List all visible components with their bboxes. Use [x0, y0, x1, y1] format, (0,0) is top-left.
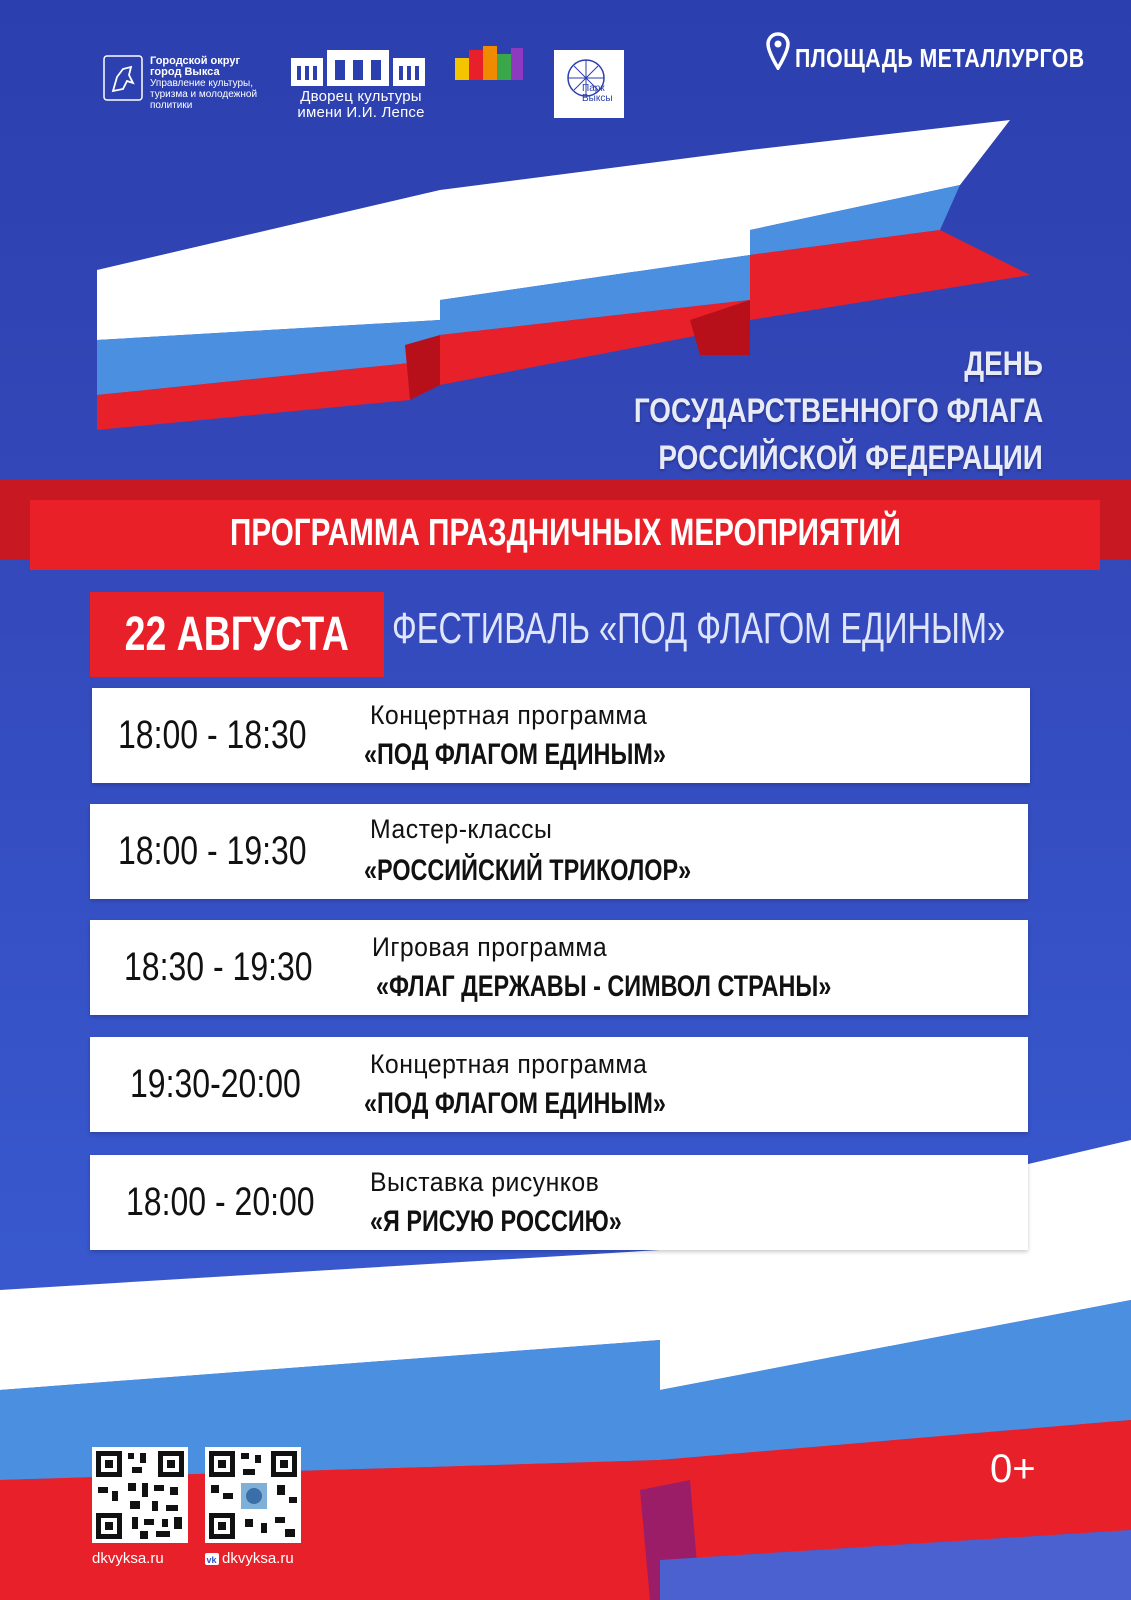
event-time: 19:30-20:00	[130, 1062, 301, 1106]
event-time: 18:00 - 20:00	[126, 1180, 315, 1224]
age-rating: 0+	[990, 1447, 1036, 1491]
event-time: 18:00 - 19:30	[118, 829, 307, 873]
title-line3: РОССИЙСКОЙ ФЕДЕРАЦИИ	[658, 439, 1043, 477]
event-type: Мастер-классы	[370, 814, 553, 844]
org-line3: Управление культуры,	[150, 78, 254, 89]
date-text: 22 АВГУСТА	[124, 608, 350, 661]
festival-title: ФЕСТИВАЛЬ «ПОД ФЛАГОМ ЕДИНЫМ»	[392, 604, 1006, 653]
location-text: ПЛОЩАДЬ МЕТАЛЛУРГОВ	[795, 43, 1085, 73]
website-link-1[interactable]: dkvyksa.ru	[92, 1550, 164, 1567]
event-time: 18:30 - 19:30	[124, 945, 313, 989]
top-flag-ribbon	[97, 120, 1030, 430]
schedule-row-4	[90, 1037, 1028, 1132]
qr-code-icon[interactable]	[92, 1447, 188, 1543]
qr-code-vk-icon[interactable]	[205, 1447, 301, 1543]
event-name: «РОССИЙСКИЙ ТРИКОЛОР»	[364, 854, 692, 887]
park-logo	[554, 50, 624, 118]
dk-line1: Дворец культуры	[300, 88, 422, 105]
vk-icon	[205, 1553, 219, 1565]
schedule-row-2	[90, 804, 1028, 899]
schedule-row-3	[90, 920, 1028, 1015]
org-logo-text	[150, 56, 257, 111]
org-line4: туризма и молодежной	[150, 89, 258, 100]
dk-logo-text	[281, 89, 441, 121]
event-name: «ПОД ФЛАГОМ ЕДИНЫМ»	[364, 738, 666, 771]
park-line2: Выксы	[582, 93, 613, 104]
map-pin-icon	[766, 32, 790, 70]
event-time: 18:00 - 18:30	[118, 713, 307, 757]
org-line5: политики	[150, 100, 193, 111]
svg-text:vk: vk	[206, 1555, 217, 1565]
event-name: «ФЛАГ ДЕРЖАВЫ - СИМВОЛ СТРАНЫ»	[376, 970, 832, 1003]
youth-logo-icon	[455, 44, 525, 84]
event-type: Концертная программа	[370, 1049, 648, 1079]
org-line2: город Выкса	[150, 66, 220, 78]
date-badge	[90, 592, 384, 677]
vyksa-coat-icon	[103, 55, 143, 101]
title-line1: ДЕНЬ	[964, 345, 1043, 383]
org-line1: Городской округ	[150, 55, 241, 67]
dk-line2: имени И.И. Лепсе	[297, 104, 425, 121]
event-type: Концертная программа	[370, 700, 648, 730]
schedule-row-1	[92, 688, 1030, 783]
dk-building-icon	[291, 48, 431, 86]
program-title: ПРОГРАММА ПРАЗДНИЧНЫХ МЕРОПРИЯТИЙ	[230, 512, 901, 554]
schedule-row-5	[90, 1155, 1028, 1250]
park-line1: Парк	[582, 83, 605, 94]
event-type: Игровая программа	[372, 932, 608, 962]
event-type: Выставка рисунков	[370, 1167, 600, 1197]
website-link-2[interactable]: dkvyksa.ru	[222, 1550, 294, 1567]
event-name: «ПОД ФЛАГОМ ЕДИНЫМ»	[364, 1087, 666, 1120]
title-line2: ГОСУДАРСТВЕННОГО ФЛАГА	[633, 392, 1043, 430]
event-name: «Я РИСУЮ РОССИЮ»	[370, 1205, 622, 1238]
